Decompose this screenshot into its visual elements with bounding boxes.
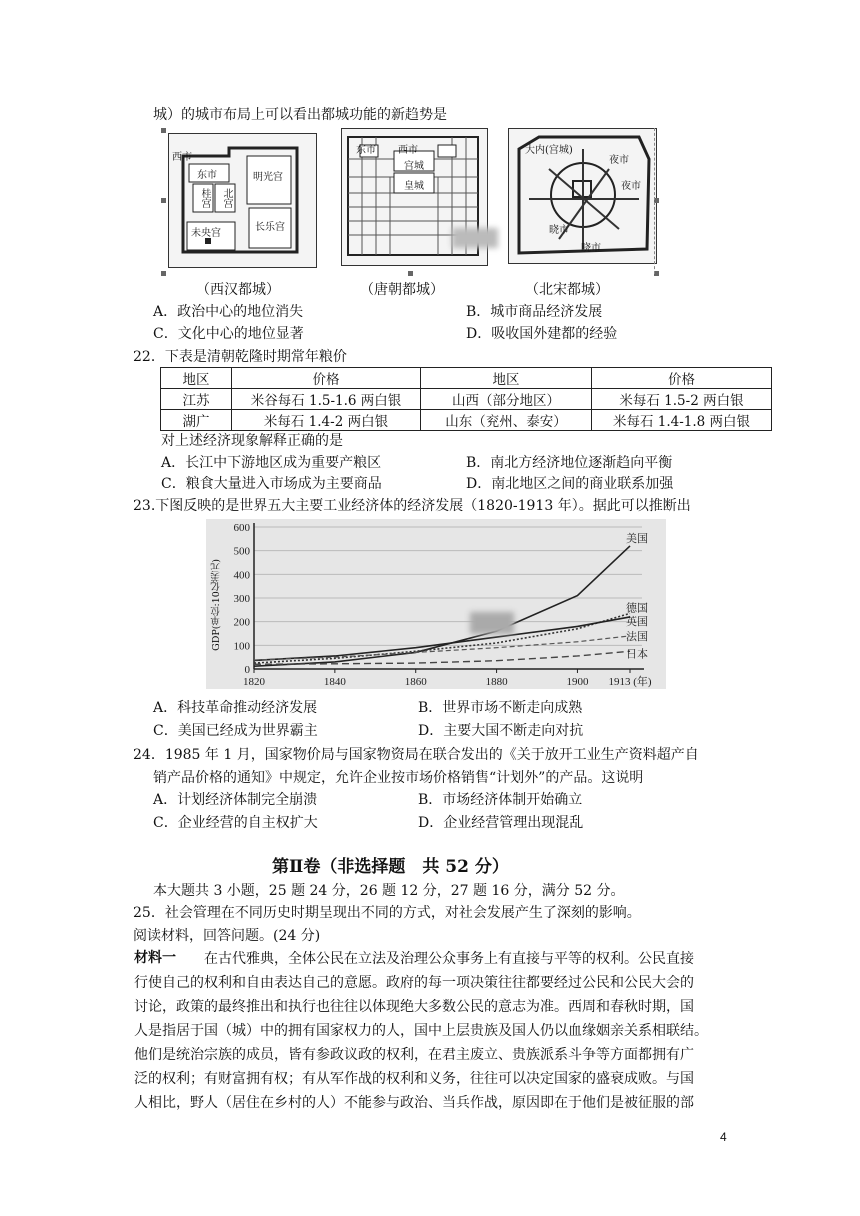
map3-dawn-market1-label: 晓市 [549,225,569,236]
q25-stem-line2: 阅读材料，回答问题。(24 分) [133,928,321,944]
chart-y-tick-label: 600 [233,522,250,534]
material-line: 他们是统治宗族的成员，皆有参政议政的权利，在君主废立、贵族派系斗争等方面都拥有广 [134,1047,694,1063]
table-header: 价格 [592,368,772,389]
chart-y-tick-label: 500 [233,545,250,558]
q23-option-b: B．世界市场不断走向成熟 [418,700,583,716]
q22-stem: 22．下表是清朝乾隆时期常年粮价 [133,349,347,365]
q24-option-c: C．企业经营的自主权扩大 [153,815,318,831]
chart-y-tick-label: 100 [233,640,250,653]
map1-changle-label: 长乐宫 [255,222,285,233]
map1-mingguang-label: 明光宫 [253,172,283,183]
q21-option-a: A．政治中心的地位消失 [153,304,304,320]
part2-title: 第Ⅱ卷（非选择题 共 52 分） [272,857,509,877]
chart-x-tick-label: 1840 [323,676,346,688]
table-row [161,389,772,410]
material-label: 材料一 [134,950,176,966]
blur-mark [452,228,498,248]
gdp-chart-svg [206,519,666,689]
q24-option-a: A．计划经济体制完全崩溃 [153,792,318,808]
map2-caption: （唐朝都城） [360,282,444,298]
table-cell: 米每石 1.5-2 两白银 [592,389,772,410]
chart-x-tick-label: 1860 [404,676,427,688]
map2-east-market-label: 东市 [356,145,376,156]
table-cell: 山西（部分地区） [421,389,592,410]
map1-west-market-label: 西市 [172,152,192,163]
map1-east-market-label: 东市 [197,170,217,181]
map1-caption: （西汉都城） [196,282,280,298]
map-northern-song [508,128,657,264]
chart-series-label: 英国 [626,615,648,628]
map3-caption: （北宋都城） [525,282,609,298]
selection-handle[interactable] [408,271,413,276]
map2-west-market-label: 西市 [398,145,418,156]
map1-beigong-label: 北宫 [221,188,232,208]
part2-intro: 本大题共 3 小题，25 题 24 分，26 题 12 分，27 题 16 分，满分 52 分。 [153,883,625,899]
table-cell: 米每石 1.4-1.8 两白银 [592,410,772,431]
map2-palace-label: 宫城 [404,161,424,172]
chart-series-label: 美国 [626,532,648,545]
table-header: 价格 [232,368,421,389]
q24-stem-line1: 24．1985 年 1 月，国家物价局与国家物资局在联合发出的《关于放开工业生产资料超产自 [133,747,699,763]
table-cell: 米每石 1.4-2 两白银 [232,410,421,431]
chart-series-label: 法国 [626,630,648,643]
map1-guigong-label: 桂宫 [199,188,210,208]
q22-option-b: B．南北方经济地位逐渐趋向平衡 [466,455,673,471]
q23-option-d: D．主要大国不断走向对抗 [418,723,584,739]
q23-option-c: C．美国已经成为世界霸主 [153,723,318,739]
material-line: 泛的权利；有财富拥有权；有从军作战的权利和义务，往往可以决定国家的盛衰成败。与国 [134,1071,694,1087]
q22-option-d: D．南北地区之间的商业联系加强 [466,476,674,492]
table-cell: 米谷每石 1.5-1.6 两白银 [232,389,421,410]
price-table [160,367,772,431]
material-line: 人是指居于国（城）中的拥有国家权力的人，国中上层贵族及国人仍以血缘姻亲关系相联结。 [134,1023,708,1039]
table-row [161,410,772,431]
q22-question: 对上述经济现象解释正确的是 [161,433,343,449]
gdp-chart [206,519,666,689]
map3-danei-label: 大内(宫城) [525,145,573,156]
material-line: 在古代雅典，全体公民在立法及治理公众事务上有直接与平等的权利。公民直接 [204,951,694,967]
map2-imperial-label: 皇城 [404,181,424,192]
chart-y-tick-label: 300 [233,593,250,605]
q22-option-c: C．粮食大量进入市场成为主要商品 [161,476,382,492]
q25-stem-line1: 25．社会管理在不同历史时期呈现出不同的方式，对社会发展产生了深刻的影响。 [133,905,641,921]
map3-night-market1-label: 夜市 [609,155,629,166]
q22-option-a: A．长江中下游地区成为重要产粮区 [161,455,382,471]
chart-x-tick-label: 1820 [243,676,265,688]
material-line: 讨论，政策的最终推出和执行也往往以体现绝大多数公民的意志为准。西周和春秋时期，国 [134,999,694,1015]
chart-series-line [254,617,630,661]
material-line: 行使自己的权利和自由表达自己的意愿。政府的每一项决策往往都要经过公民和公民大会的 [134,975,694,991]
chart-x-tick-label: 1900 [566,676,589,688]
chart-y-tick-label: 400 [233,569,250,582]
chart-y-tick-label: 0 [244,664,250,676]
q23-stem: 23.下图反映的是世界五大主要工业经济体的经济发展（1820-1913 年）。据此可以推断出 [133,498,691,514]
page-number: 4 [720,1130,727,1144]
material-one-text [134,947,742,1115]
chart-x-tick-label: 1913 (年) [608,676,652,688]
q21-option-d: D．吸收国外建都的经验 [466,326,618,342]
table-header: 地区 [421,368,592,389]
chart-y-axis-label: GDP(单位:10亿美元) [211,559,222,651]
chart-x-tick-label: 1880 [485,676,508,688]
q24-stem-line2: 销产品价格的通知》中规定，允许企业按市场价格销售“计划外”的产品。这说明 [153,770,644,786]
q21-option-c: C．文化中心的地位显著 [153,326,304,342]
selection-handle[interactable] [161,128,166,133]
map3-night-market2-label: 夜市 [621,181,641,192]
table-cell: 江苏 [161,389,232,410]
table-cell: 湖广 [161,410,232,431]
selection-border [654,128,656,274]
chart-series-label: 日本 [626,648,648,661]
q23-option-a: A．科技革命推动经济发展 [153,700,318,716]
map-western-han [168,133,317,268]
chart-series-label: 德国 [626,602,648,615]
table-header-row [161,368,772,389]
q21-option-b: B．城市商品经济发展 [466,304,603,320]
table-cell: 山东（兖州、泰安） [421,410,592,431]
q24-option-d: D．企业经营管理出现混乱 [418,815,584,831]
selection-handle[interactable] [161,271,166,276]
q21-stem-tail: 城）的城市布局上可以看出都城功能的新趋势是 [153,107,447,123]
map1-weiyang-label: 未央宫 [191,228,221,239]
table-header: 地区 [161,368,232,389]
chart-y-tick-label: 200 [233,616,250,629]
material-line: 人相比，野人（居住在乡村的人）不能参与政治、当兵作战，原因即在于他们是被征服的部 [134,1095,694,1111]
map3-dawn-market2-label: 晓市 [581,243,601,254]
blur-mark [470,612,514,634]
selection-handle[interactable] [161,198,166,203]
q24-option-b: B．市场经济体制开始确立 [418,792,583,808]
